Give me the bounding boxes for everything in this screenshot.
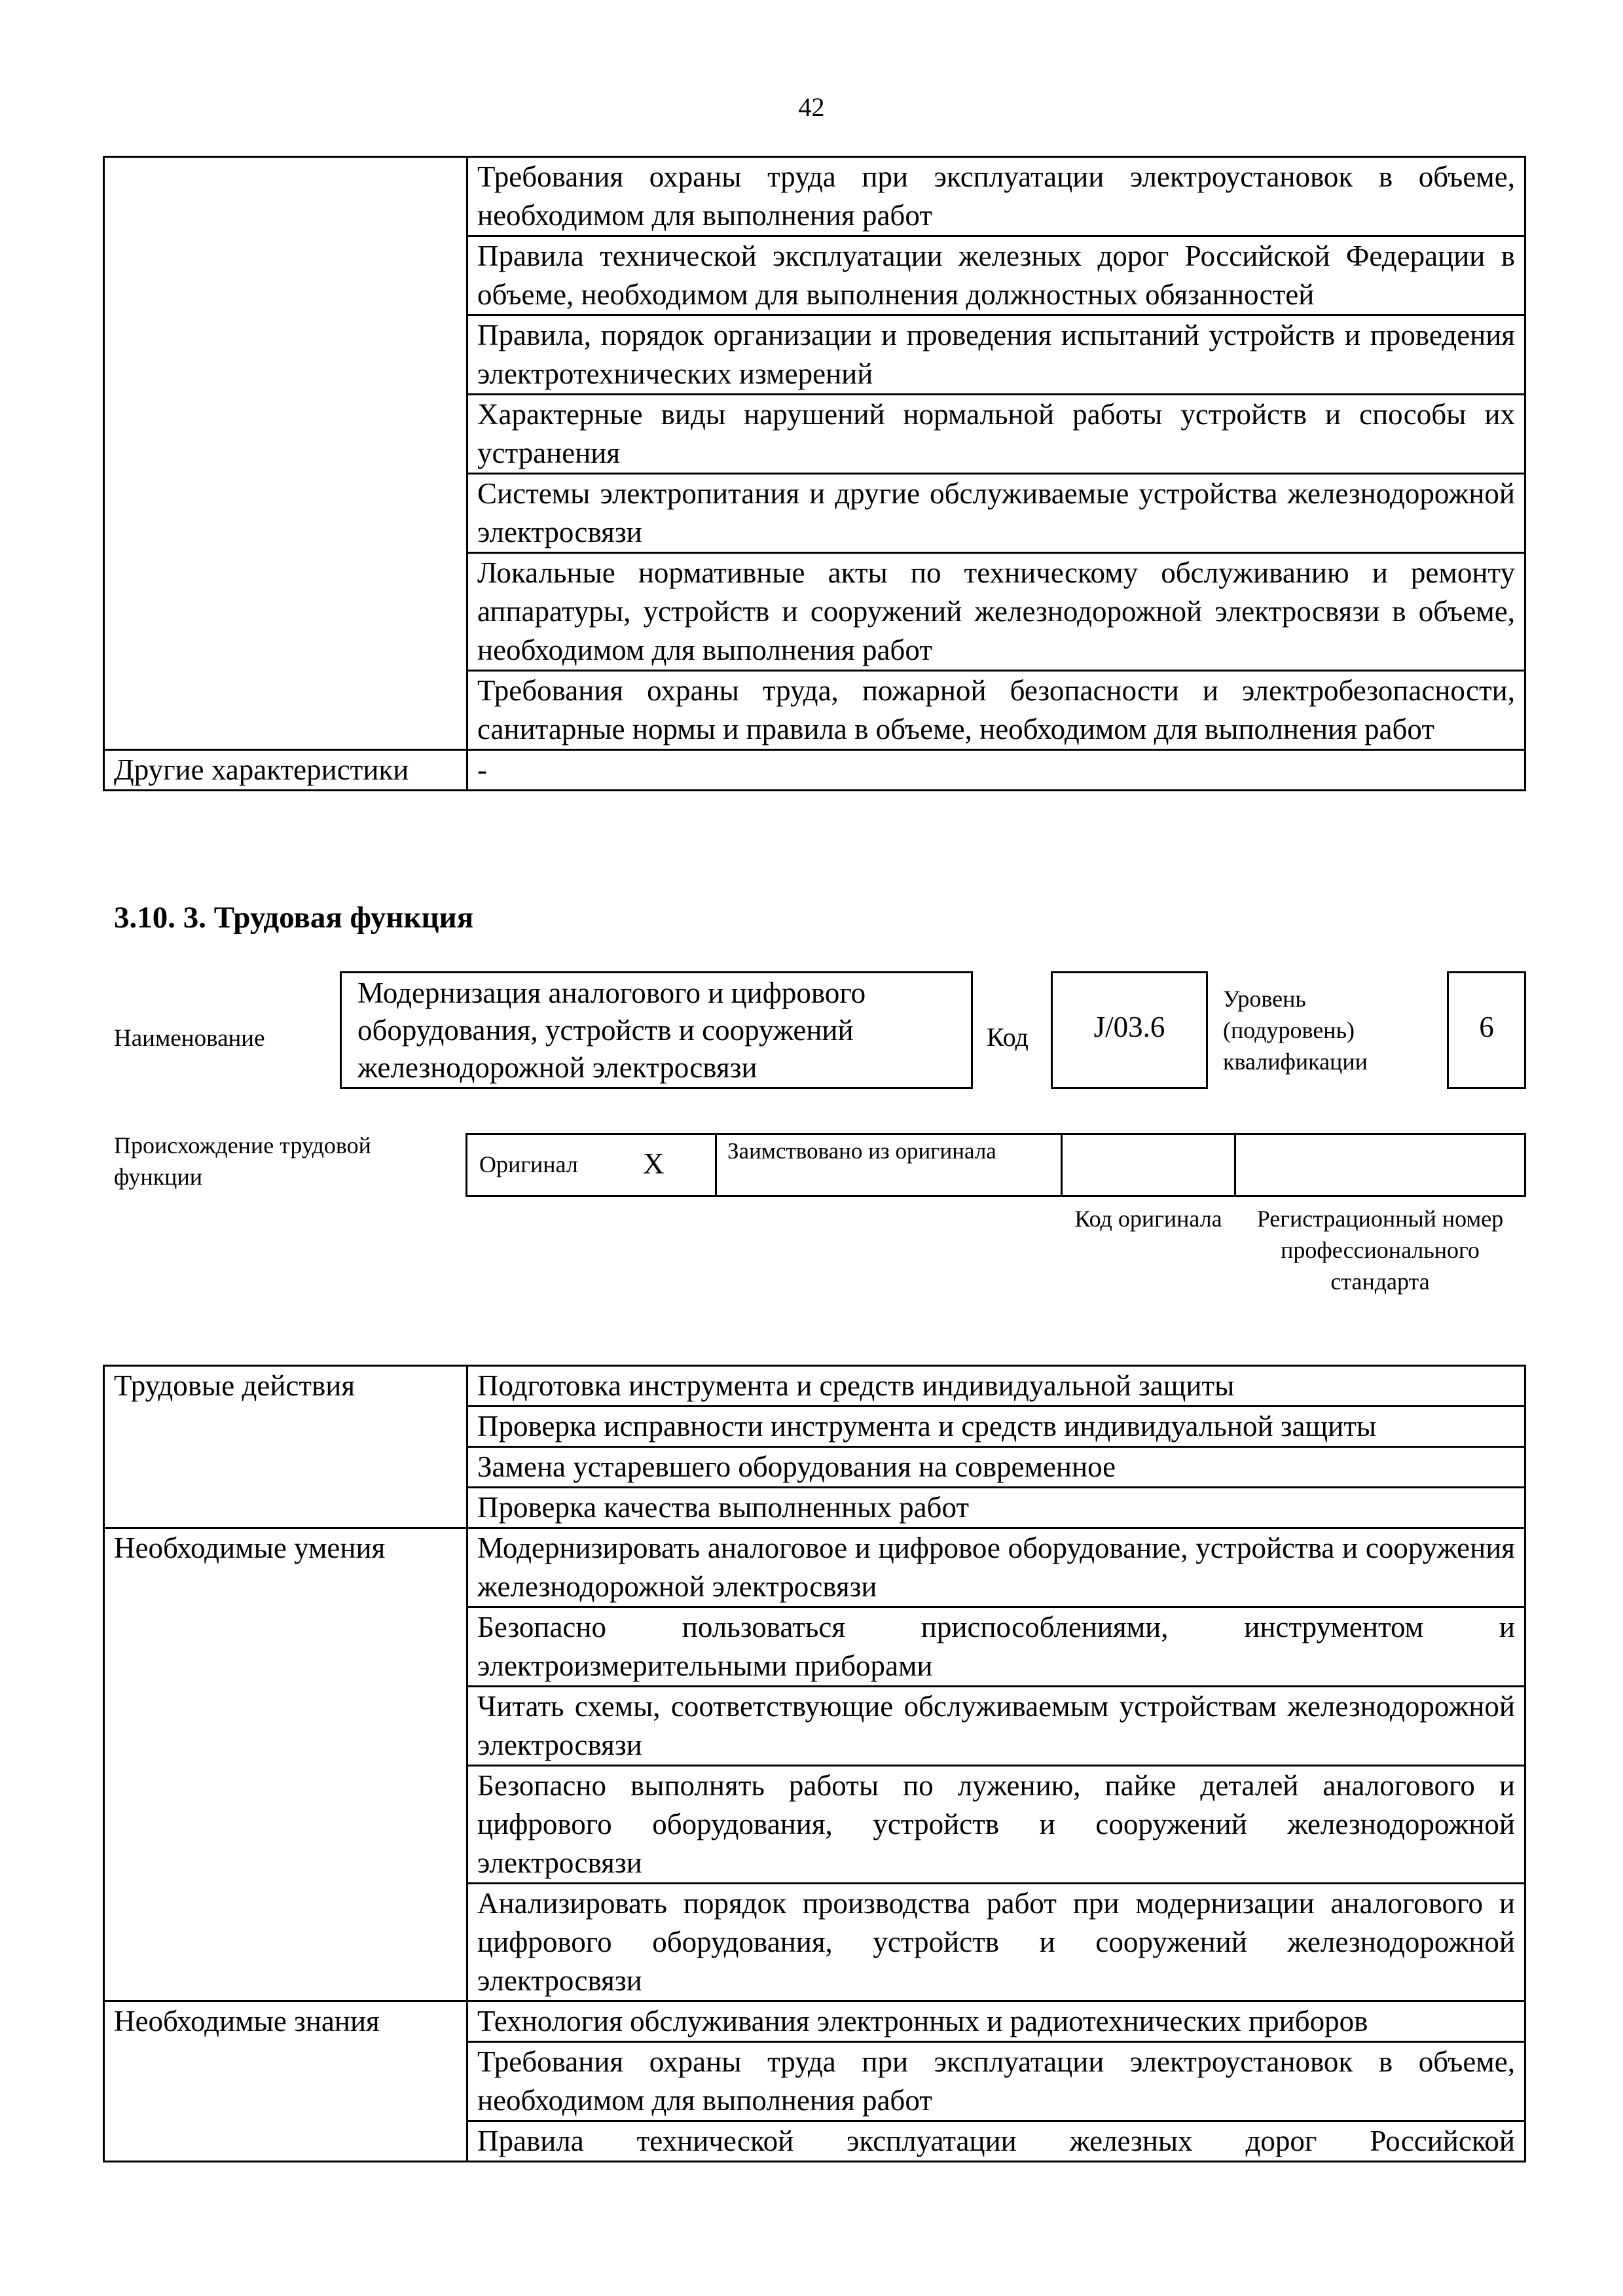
table-cell: Локальные нормативные акты по техническому обслуживанию и ремонту аппаратуры, устройств и сооружений железнодорожной электросвязи в объеме, необходимом для выполнения работ xyxy=(467,553,1525,671)
original-code-cell xyxy=(1061,1133,1236,1197)
table-cell: Замена устаревшего оборудования на современное xyxy=(467,1447,1525,1488)
table-cell: Читать схемы, соответствующие обслуживаемым устройствам железнодорожной электросвязи xyxy=(467,1687,1525,1766)
code-caption: Код оригинала xyxy=(1074,1206,1222,1232)
table-cell: Проверка исправности инструмента и средств индивидуальной защиты xyxy=(467,1407,1525,1447)
table-cell: Требования охраны труда при эксплуатации электроустановок в объеме, необходимом для выполнения работ xyxy=(467,2042,1525,2121)
empty-label-cell xyxy=(104,157,467,750)
registration-number-cell xyxy=(1234,1133,1526,1197)
code-label: Код xyxy=(987,1022,1029,1052)
level-value-box xyxy=(1447,971,1526,1089)
table-cell: Правила технической эксплуатации железных дорог Российской Федерации в объеме, необходимом для выполнения должностных обязанностей xyxy=(467,236,1525,315)
section-heading: 3.10. 3. Трудовая функция xyxy=(114,901,474,935)
table-cell: Правила технической эксплуатации железных дорог Российской xyxy=(467,2121,1525,2162)
table-row xyxy=(104,2001,1525,2042)
origin-row xyxy=(465,1133,1526,1197)
table-cell: Модернизировать аналоговое и цифровое оборудование, устройства и сооружения железнодорожной электросвязи xyxy=(467,1528,1525,1607)
origin-label: Происхождение трудовой функции xyxy=(114,1132,371,1190)
borrowed-cell xyxy=(715,1133,1063,1197)
table-cell: Проверка качества выполненных работ xyxy=(467,1488,1525,1528)
table-cell: - xyxy=(467,750,1525,791)
group-label-knowledge: Необходимые знания xyxy=(104,2001,467,2162)
table-cell: Требования охраны труда, пожарной безопасности и электробезопасности, санитарные нормы и правила в объеме, необходимом для выполнения работ xyxy=(467,671,1525,750)
group-label-skills: Необходимые умения xyxy=(104,1528,467,2001)
row-label: Другие характеристики xyxy=(104,750,467,791)
original-label: Оригинал xyxy=(479,1151,578,1177)
labor-function-table xyxy=(103,1365,1526,2162)
function-code: J/03.6 xyxy=(1093,1011,1165,1043)
borrowed-label: Заимствовано из оригинала xyxy=(727,1138,996,1164)
registration-caption: Регистрационный номер профессионального стандарта xyxy=(1256,1206,1504,1295)
original-cell xyxy=(465,1133,717,1197)
name-value-box xyxy=(340,971,973,1089)
table-cell: Подготовка инструмента и средств индивидуальной защиты xyxy=(467,1366,1525,1407)
table-cell: Системы электропитания и другие обслуживаемые устройства железнодорожной электросвязи xyxy=(467,474,1525,553)
table-cell: Требования охраны труда при эксплуатации электроустановок в объеме, необходимом для выполнения работ xyxy=(467,157,1525,236)
original-mark: X xyxy=(643,1147,665,1180)
code-value-box xyxy=(1051,971,1208,1089)
table-cell: Правила, порядок организации и проведения испытаний устройств и проведения электротехнических измерений xyxy=(467,315,1525,395)
function-name: Модернизация аналогового и цифрового оборудования, устройств и сооружений железнодорожной электросвязи xyxy=(357,977,866,1084)
table-cell: Технология обслуживания электронных и радиотехнических приборов xyxy=(467,2001,1525,2042)
table-row xyxy=(104,157,1525,236)
table-row xyxy=(104,1528,1525,1607)
qualification-level: 6 xyxy=(1479,1011,1494,1043)
table-cell: Характерные виды нарушений нормальной работы устройств и способы их устранения xyxy=(467,395,1525,474)
table-cell: Безопасно выполнять работы по лужению, пайке деталей аналогового и цифрового оборудования, устройств и сооружений железнодорожной электросвязи xyxy=(467,1766,1525,1884)
continued-knowledge-table xyxy=(103,156,1526,791)
name-label: Наименование xyxy=(114,1025,265,1052)
table-row xyxy=(104,1366,1525,1407)
level-label: Уровень (подуровень) квалификации xyxy=(1223,986,1368,1075)
table-cell: Анализировать порядок производства работ при модернизации аналогового и цифрового оборудования, устройств и сооружений железнодорожной электросвязи xyxy=(467,1884,1525,2001)
group-label-actions: Трудовые действия xyxy=(104,1366,467,1528)
table-row xyxy=(104,750,1525,791)
page-number: 42 xyxy=(798,92,825,122)
table-cell: Безопасно пользоваться приспособлениями, инструментом и электроизмерительными приборами xyxy=(467,1607,1525,1687)
